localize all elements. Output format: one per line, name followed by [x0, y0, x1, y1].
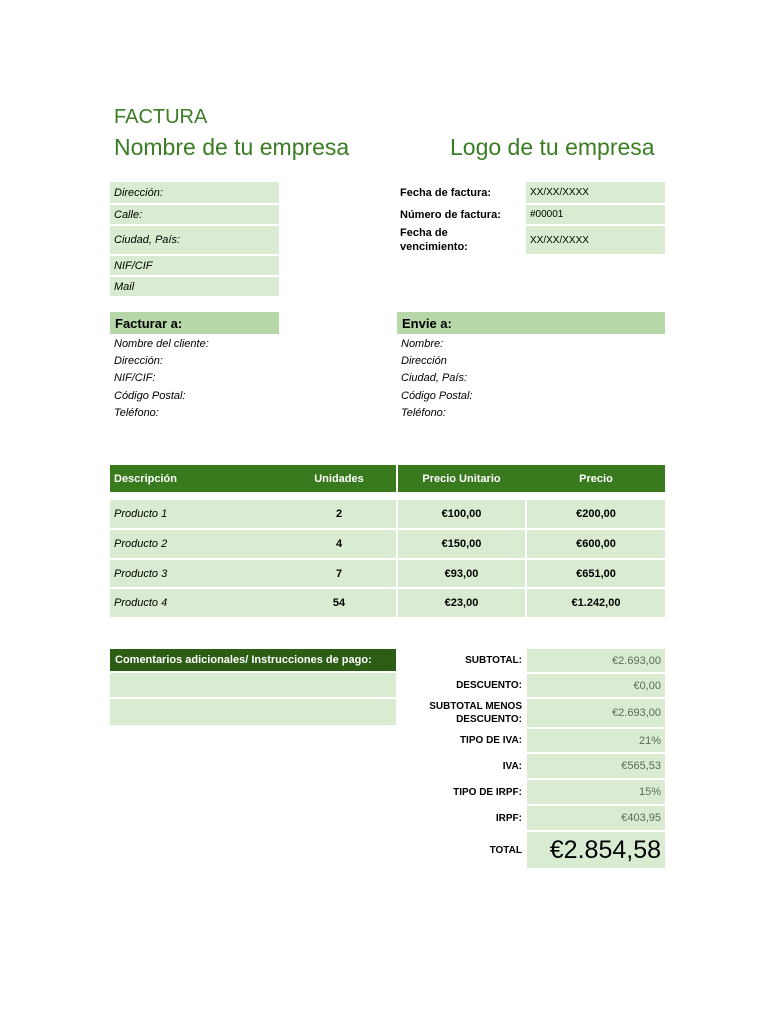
subtotal-label: SUBTOTAL: [465, 655, 522, 666]
vat-label: IVA: [502, 760, 522, 772]
column-header-units: Unidades [314, 472, 364, 485]
bill-to-postal-code: Código Postal: [114, 389, 186, 402]
item-price: €200,00 [576, 508, 616, 520]
item-units: 54 [332, 597, 346, 609]
item-unit-price: €150,00 [441, 538, 482, 550]
bill-to-heading: Facturar a: [110, 312, 279, 334]
comments-line-1[interactable] [110, 673, 396, 697]
item-units: 7 [335, 567, 343, 580]
due-date-label-line2: vencimiento: [400, 241, 468, 253]
sender-tax-id: NIF/CIF [110, 256, 279, 275]
total-label: TOTAL [489, 844, 522, 856]
document-type: FACTURA [114, 106, 208, 128]
bill-to-address: Dirección: [114, 355, 163, 368]
item-description: Producto 4 [114, 597, 168, 609]
discount-label: DESCUENTO: [456, 680, 522, 691]
subtotal-less-discount-label-line1: SUBTOTAL MENOS [429, 701, 522, 712]
discount-value: €0,00 [527, 674, 665, 697]
company-name: Nombre de tu empresa [114, 134, 350, 160]
bill-to-phone: Teléfono: [114, 406, 159, 419]
column-header-description: Descripción [114, 472, 177, 485]
item-price: €1.242,00 [571, 597, 621, 609]
sender-email: Mail [110, 277, 279, 296]
vat-rate-label: TIPO DE IVA: [459, 735, 522, 746]
bill-to-client-name: Nombre del cliente: [114, 338, 209, 350]
invoice-date-value: XX/XX/XXXX [526, 182, 665, 203]
item-price: €600,00 [576, 538, 616, 550]
comments-heading: Comentarios adicionales/ Instrucciones de pago: [110, 649, 396, 671]
irpf-value: €403,95 [527, 806, 665, 830]
ship-to-lines [401, 336, 473, 422]
subtotal-less-discount-value: €2.693,00 [527, 699, 665, 727]
irpf-label: IRPF: [495, 812, 522, 824]
vat-value: €565,53 [527, 754, 665, 778]
item-unit-price: €93,00 [444, 567, 479, 580]
bill-to-tax-id: NIF/CIF: [114, 372, 156, 385]
due-date-label [400, 226, 524, 254]
invoice-number-label: Número de factura: [400, 208, 501, 221]
ship-to-phone: Teléfono: [401, 406, 446, 419]
item-units: 2 [335, 508, 343, 520]
irpf-rate-value: 15% [527, 780, 665, 804]
due-date-label-line1: Fecha de [400, 227, 448, 239]
sender-city-country: Ciudad, País: [110, 226, 279, 254]
vat-rate-value: 21% [527, 729, 665, 752]
ship-to-address: Dirección [401, 355, 447, 368]
item-description: Producto 2 [114, 538, 168, 550]
ship-to-city-country: Ciudad, País: [401, 372, 468, 385]
item-price: €651,00 [576, 567, 616, 580]
bill-to-lines [114, 336, 209, 422]
total-value: €2.854,58 [527, 832, 665, 868]
column-header-price: Precio [579, 472, 613, 485]
item-unit-price: €100,00 [441, 508, 482, 520]
item-description: Producto 3 [114, 567, 168, 580]
subtotal-less-discount-label [400, 699, 522, 727]
subtotal-less-discount-label-line2: DESCUENTO: [456, 714, 522, 725]
item-description: Producto 1 [114, 508, 168, 520]
item-units: 4 [335, 538, 343, 550]
sender-street: Calle: [110, 205, 279, 224]
comments-line-2[interactable] [110, 699, 396, 725]
column-header-unit-price: Precio Unitario [422, 472, 501, 485]
invoice-date-label: Fecha de factura: [400, 186, 492, 199]
subtotal-value: €2.693,00 [527, 649, 665, 672]
due-date-value: XX/XX/XXXX [526, 226, 665, 254]
item-unit-price: €23,00 [444, 597, 479, 609]
sender-address: Dirección: [110, 182, 279, 203]
irpf-rate-label: TIPO DE IRPF: [453, 786, 522, 798]
company-logo-placeholder: Logo de tu empresa [450, 134, 655, 160]
invoice-number-value: #00001 [526, 205, 665, 224]
ship-to-heading: Envie a: [397, 312, 665, 334]
ship-to-name: Nombre: [401, 338, 444, 350]
ship-to-postal-code: Código Postal: [401, 389, 473, 402]
